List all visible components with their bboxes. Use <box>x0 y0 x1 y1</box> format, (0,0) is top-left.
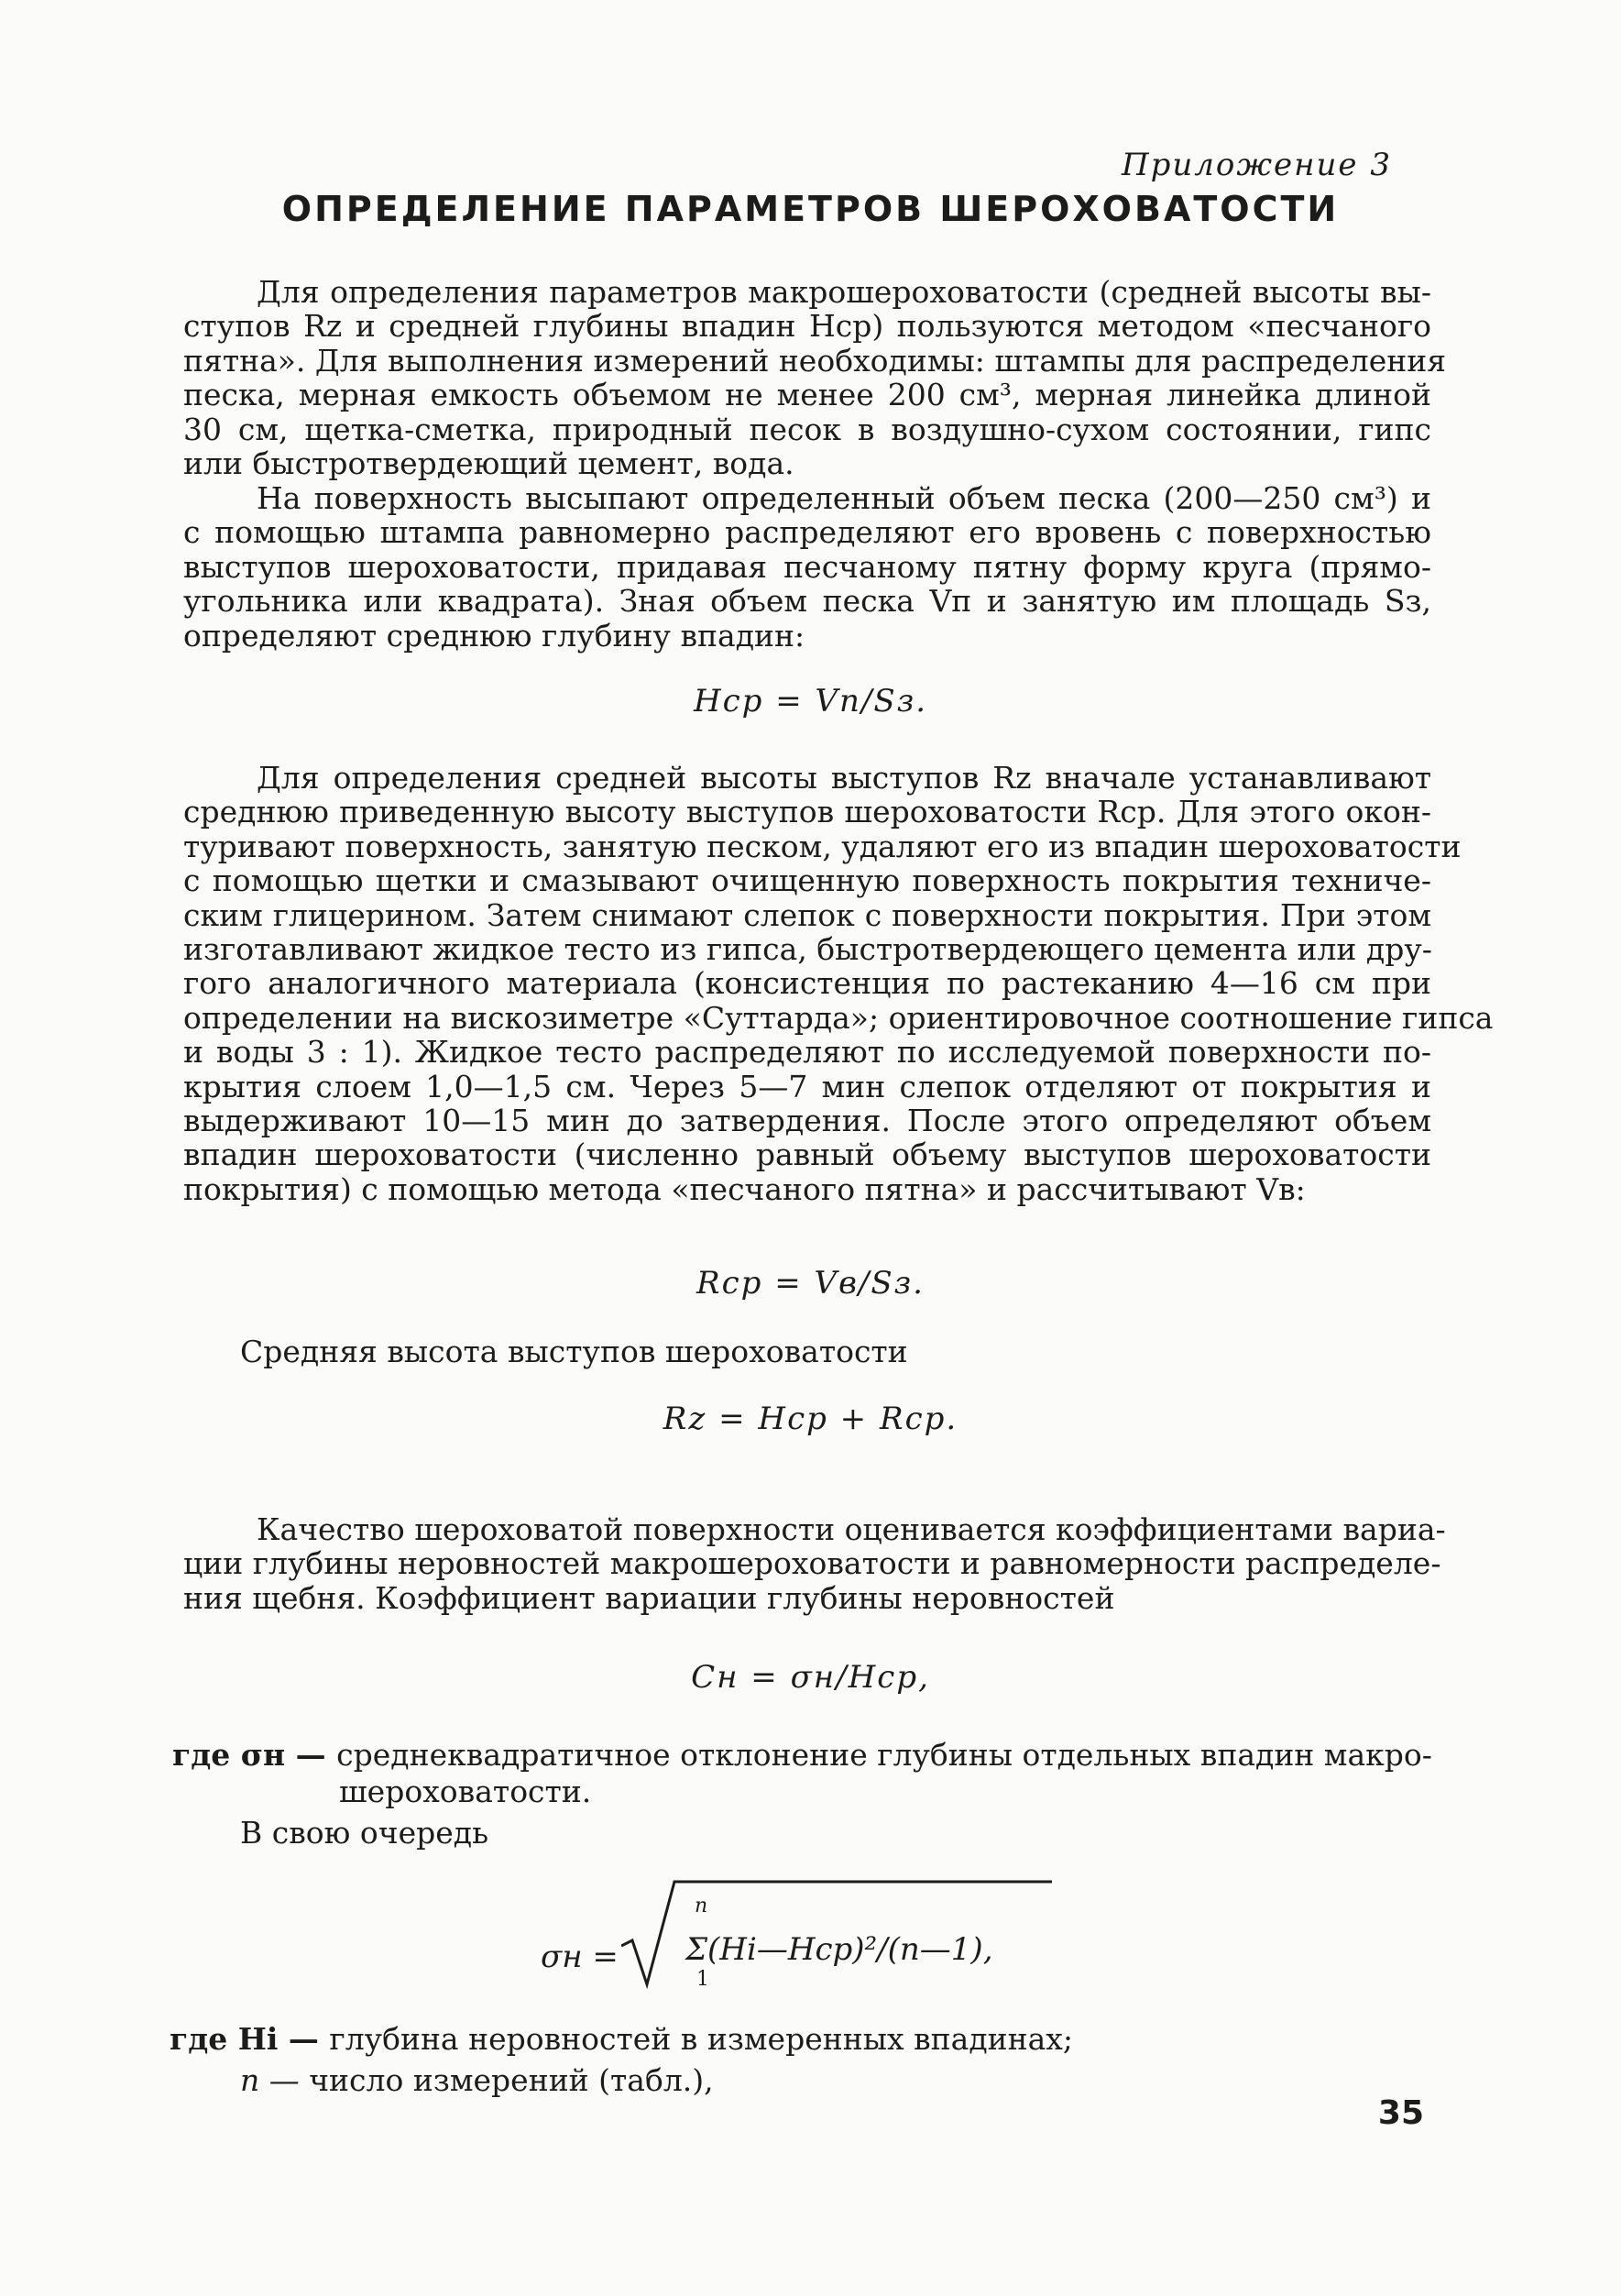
where-hi <box>170 2021 1073 2057</box>
page-number: 35 <box>1377 2094 1424 2132</box>
text-line: Для определения параметров макрошероховатости (средней высоты вы- <box>257 274 1431 310</box>
text-line: пятна». Для выполнения измерений необходимы: штампы для распределения <box>183 342 1447 379</box>
text-line: изготавливают жидкое тесто из гипса, быстротвердеющего цемента или дру- <box>183 931 1432 968</box>
text-line: определении на вискозиметре «Суттарда»; ориентировочное соотношение гипса <box>183 999 1494 1036</box>
text-line: крытия слоем 1,0—1,5 см. Через 5—7 мин слепок отделяют от покрытия и <box>183 1068 1431 1104</box>
paragraph-4 <box>183 1511 1446 1616</box>
page-title: ОПРЕДЕЛЕНИЕ ПАРАМЕТРОВ ШЕРОХОВАТОСТИ <box>281 189 1340 229</box>
paragraph-2 <box>183 481 1431 653</box>
formula-sigma <box>541 1874 1054 1994</box>
text-line: Качество шероховатой поверхности оценивается коэффициентами вариа- <box>257 1511 1446 1547</box>
where-sigma <box>172 1737 1432 1773</box>
sum-upper-limit: n <box>695 1895 708 1917</box>
where-hi-prefix: где Hi — <box>170 2021 330 2057</box>
sum-lower-limit: 1 <box>696 1968 709 1991</box>
appendix-label: Приложение 3 <box>1121 147 1392 183</box>
text-line: ступов Rz и средней глубины впадин Hср) пользуются методом «песчаного <box>183 308 1431 345</box>
text-line: с помощью штампа равномерно распределяют его вровень с поверхностью <box>183 514 1431 551</box>
formula-hcp: Hср = Vп/Sз. <box>693 683 928 720</box>
formula-sigma-lhs: σн = <box>541 1939 619 1975</box>
formula-cn: Cн = σн/Hср, <box>691 1659 930 1696</box>
paragraph-1 <box>183 274 1447 482</box>
text-line: определяют среднюю глубину впадин: <box>183 617 805 654</box>
text-line: выдерживают 10—15 мин до затвердения. После этого определяют объем <box>183 1103 1431 1139</box>
text-line: 30 см, щетка-сметка, природный песок в воздушно-сухом состоянии, гипс <box>183 411 1431 447</box>
where-n-text: число измерений (табл.), <box>309 2062 714 2098</box>
where-sigma-text: среднеквадратичное отклонение глубины отдельных впадин макро- <box>336 1737 1432 1773</box>
text-line: или быстротвердеющий цемент, вода. <box>183 445 794 482</box>
text-line: среднюю приведенную высоту выступов шероховатости Rср. Для этого окон- <box>183 794 1431 830</box>
text-line: ния щебня. Коэффициент вариации глубины неровностей <box>183 1579 1115 1616</box>
formula-rcp: Rср = Vв/Sз. <box>696 1265 925 1302</box>
where-n-prefix: n — <box>240 2062 310 2098</box>
text-line: гого аналогичного материала (консистенция по растеканию 4—16 см при <box>183 965 1431 1002</box>
text-line: На поверхность высыпают определенный объем песка (200—250 см³) и <box>257 480 1431 516</box>
text-line: Для определения средней высоты выступов Rz вначале устанавливают <box>257 760 1431 796</box>
in-turn-caption: В свою очередь <box>240 1815 489 1851</box>
text-line: покрытия) с помощью метода «песчаного пятна» и рассчитывают Vв: <box>183 1170 1306 1207</box>
text-line: угольника или квадрата). Зная объем песка Vп и занятую им площадь Sз, <box>183 583 1431 620</box>
where-sigma-prefix: где σн — <box>172 1737 337 1773</box>
text-line: ции глубины неровностей макрошероховатости и равномерности распределе- <box>183 1545 1441 1582</box>
text-line: впадин шероховатости (численно равный объему выступов шероховатости <box>183 1137 1431 1173</box>
sum-body: Σ(Hi—Hср)²/(n—1), <box>685 1931 993 1968</box>
text-line: туривают поверхность, занятую песком, удаляют его из впадин шероховатости <box>183 828 1462 864</box>
paragraph-3 <box>183 760 1494 1207</box>
mean-height-caption: Средняя высота выступов шероховатости <box>240 1334 908 1369</box>
text-line: ским глицерином. Затем снимают слепок с поверхности покрытия. При этом <box>183 896 1431 933</box>
text-line: с помощью щетки и смазывают очищенную поверхность покрытия техниче- <box>183 862 1431 899</box>
where-hi-text: глубина неровностей в измеренных впадинах; <box>329 2021 1074 2057</box>
text-line: выступов шероховатости, придавая песчаному пятну форму круга (прямо- <box>183 548 1431 585</box>
text-line: и воды 3 : 1). Жидкое тесто распределяют по исследуемой поверхности по- <box>183 1034 1431 1071</box>
formula-rz: Rz = Hср + Rср. <box>663 1401 958 1437</box>
where-n <box>240 2062 714 2098</box>
text-line: песка, мерная емкость объемом не менее 200 см³, мерная линейка длиной <box>183 377 1431 413</box>
where-sigma-cont: шероховатости. <box>339 1774 592 1809</box>
